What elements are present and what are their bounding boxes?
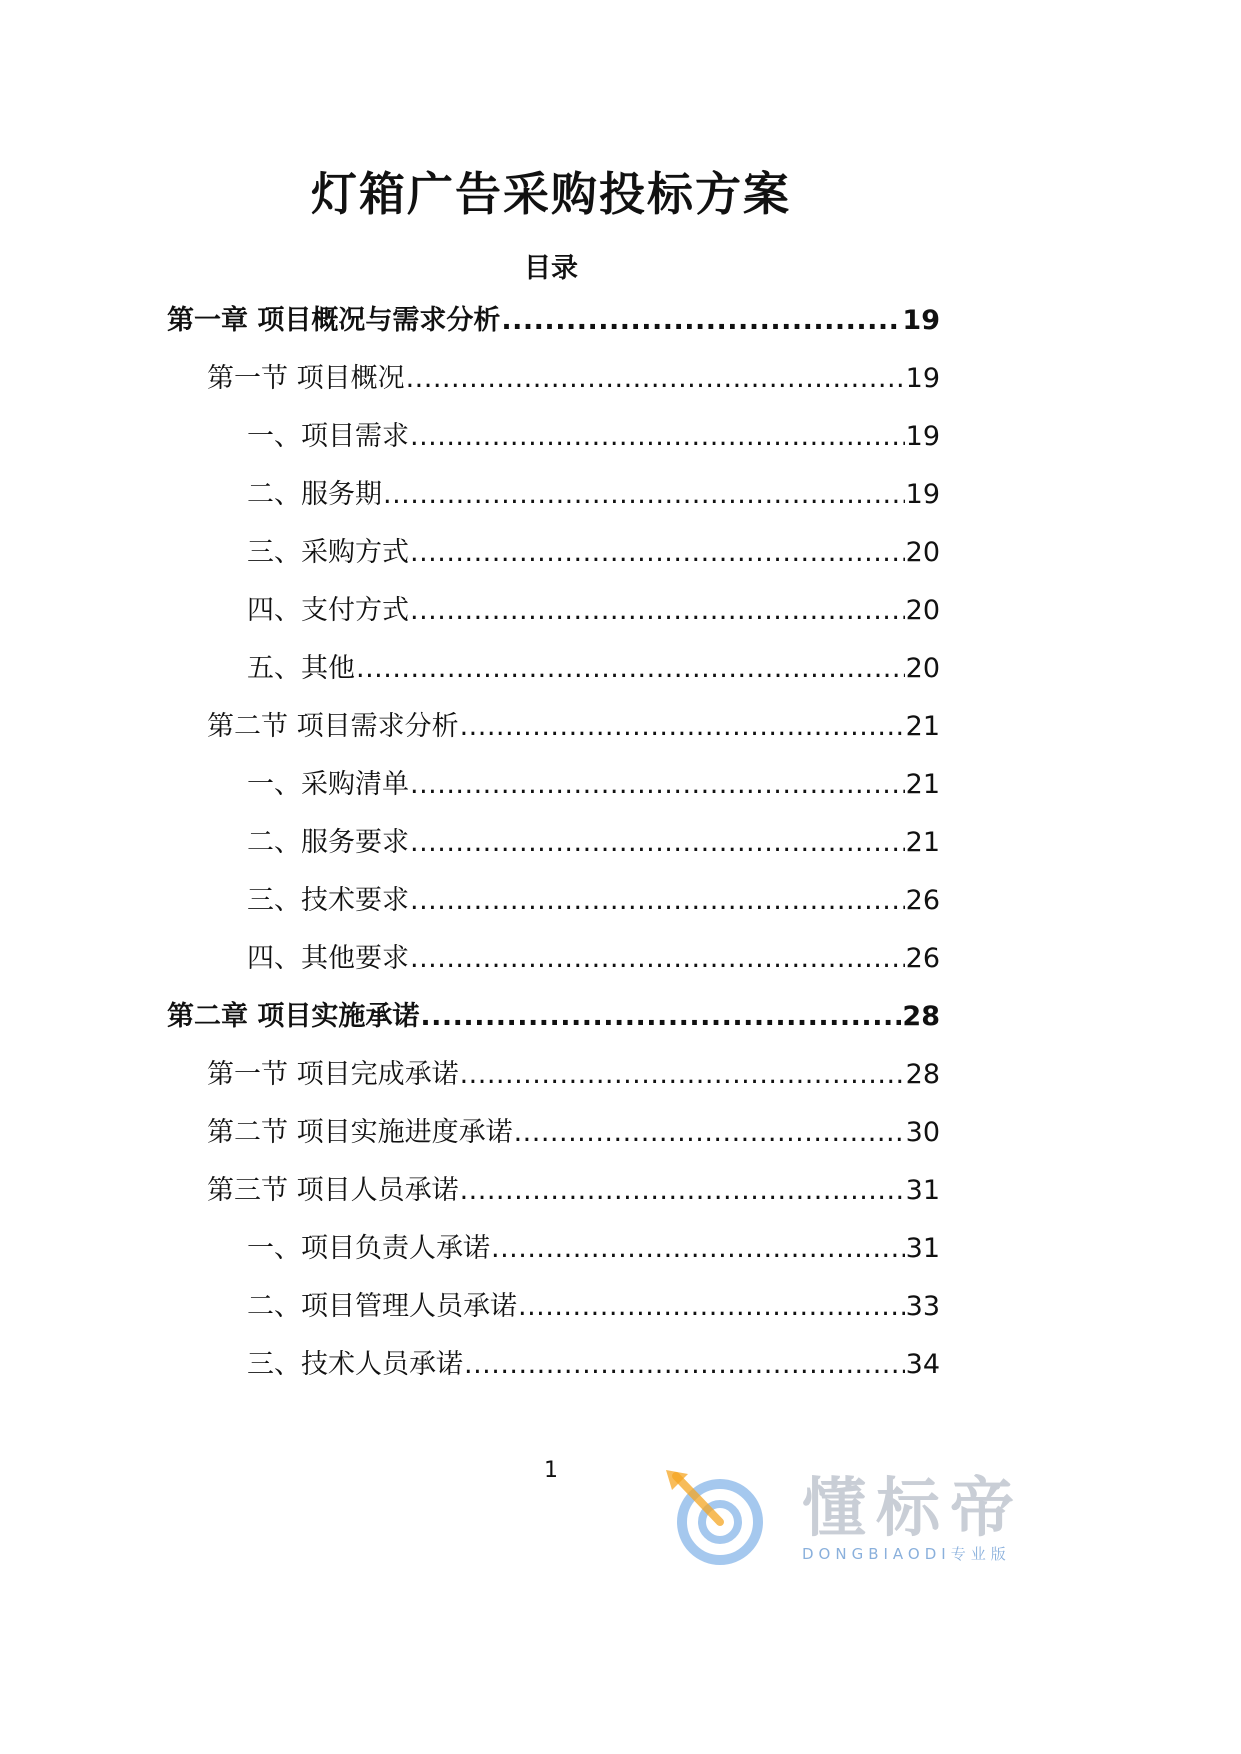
- toc-entry-page: 19: [905, 363, 940, 394]
- toc-leader-dots: [406, 350, 905, 408]
- toc-entry-label: 一、项目需求: [247, 421, 409, 452]
- toc-entry-page: 20: [905, 537, 940, 568]
- toc-entry-page: 21: [905, 711, 940, 742]
- toc-entry-label: 一、采购清单: [247, 769, 409, 800]
- toc-leader-dots: [410, 930, 905, 988]
- toc-entry-page: 30: [905, 1117, 940, 1148]
- toc-leader-dots: [514, 1104, 905, 1162]
- toc-entry[interactable]: [247, 1220, 940, 1278]
- toc-entry-label: 三、技术人员承诺: [247, 1349, 463, 1380]
- toc-entry-label: 第三节 项目人员承诺: [207, 1175, 459, 1206]
- toc-entry[interactable]: [207, 1104, 940, 1162]
- toc-leader-dots: [356, 640, 905, 698]
- toc-entry[interactable]: [207, 350, 940, 408]
- watermark-brand: 懂标帝: [802, 1472, 1024, 1546]
- toc-heading: 目录: [524, 253, 578, 284]
- toc-entry-page: 26: [905, 943, 940, 974]
- toc-entry-label: 第一节 项目概况: [207, 363, 405, 394]
- toc-entry[interactable]: [247, 466, 940, 524]
- toc-leader-dots: [491, 1220, 905, 1278]
- toc-entry-page: 28: [905, 1059, 940, 1090]
- toc-entry-label: 二、服务期: [247, 479, 382, 510]
- toc-leader-dots: [410, 408, 905, 466]
- toc-entry-page: 21: [905, 827, 940, 858]
- toc-entry-label: 第二节 项目需求分析: [207, 711, 459, 742]
- toc-entry[interactable]: [247, 524, 940, 582]
- toc-leader-dots: [410, 582, 905, 640]
- toc-entry-label: 一、项目负责人承诺: [247, 1233, 490, 1264]
- toc-entry-page: 28: [902, 1001, 940, 1032]
- toc-entry[interactable]: [207, 1046, 940, 1104]
- toc-entry-page: 34: [905, 1349, 940, 1380]
- toc-entry-label: 二、项目管理人员承诺: [247, 1291, 517, 1322]
- toc-entry-label: 三、技术要求: [247, 885, 409, 916]
- toc-leader-dots: [460, 1046, 905, 1104]
- toc-entry-label: 二、服务要求: [247, 827, 409, 858]
- toc-entry[interactable]: [247, 582, 940, 640]
- toc-entry[interactable]: [247, 756, 940, 814]
- toc-leader-dots: [460, 698, 905, 756]
- page-number: 1: [544, 1458, 558, 1483]
- toc-entry[interactable]: [247, 930, 940, 988]
- toc-entry-label: 第二章 项目实施承诺: [167, 1001, 420, 1032]
- toc-entry-label: 五、其他: [247, 653, 355, 684]
- toc-entry-page: 31: [905, 1175, 940, 1206]
- toc-entry-label: 第一章 项目概况与需求分析: [167, 305, 501, 336]
- toc-entry[interactable]: [247, 1278, 940, 1336]
- toc-entry[interactable]: [207, 698, 940, 756]
- toc-entry-page: 33: [905, 1291, 940, 1322]
- toc-entry-page: 20: [905, 653, 940, 684]
- toc-entry-page: 26: [905, 885, 940, 916]
- toc-leader-dots: [420, 988, 901, 1046]
- toc-entry[interactable]: [167, 988, 940, 1046]
- toc-entry-label: 第一节 项目完成承诺: [207, 1059, 459, 1090]
- toc-entry-label: 第二节 项目实施进度承诺: [207, 1117, 513, 1148]
- toc-leader-dots: [410, 756, 905, 814]
- toc-entry-page: 31: [905, 1233, 940, 1264]
- toc-entry-page: 19: [905, 479, 940, 510]
- toc-entry-label: 三、采购方式: [247, 537, 409, 568]
- toc-entry[interactable]: [247, 814, 940, 872]
- toc-entry[interactable]: [247, 640, 940, 698]
- target-arrow-logo-icon: [662, 1466, 774, 1568]
- toc-leader-dots: [410, 524, 905, 582]
- toc-entry-page: 19: [905, 421, 940, 452]
- toc-leader-dots: [410, 872, 905, 930]
- toc-entry[interactable]: [247, 408, 940, 466]
- toc-leader-dots: [410, 814, 905, 872]
- toc-entry-page: 21: [905, 769, 940, 800]
- toc-entry[interactable]: [167, 292, 940, 350]
- toc-entry-page: 20: [905, 595, 940, 626]
- toc-entry-label: 四、其他要求: [247, 943, 409, 974]
- toc-leader-dots: [460, 1162, 905, 1220]
- toc-entry-label: 四、支付方式: [247, 595, 409, 626]
- toc-leader-dots: [383, 466, 905, 524]
- toc-leader-dots: [464, 1336, 905, 1394]
- toc-entry-page: 19: [902, 305, 940, 336]
- document-title: 灯箱广告采购投标方案: [311, 167, 791, 221]
- toc-entry[interactable]: [207, 1162, 940, 1220]
- watermark-subtitle: DONGBIAODI专业版: [802, 1545, 1011, 1563]
- toc-leader-dots: [501, 292, 901, 350]
- watermark: [662, 1462, 1092, 1568]
- toc-entry[interactable]: [247, 1336, 940, 1394]
- toc-leader-dots: [518, 1278, 905, 1336]
- toc-entry[interactable]: [247, 872, 940, 930]
